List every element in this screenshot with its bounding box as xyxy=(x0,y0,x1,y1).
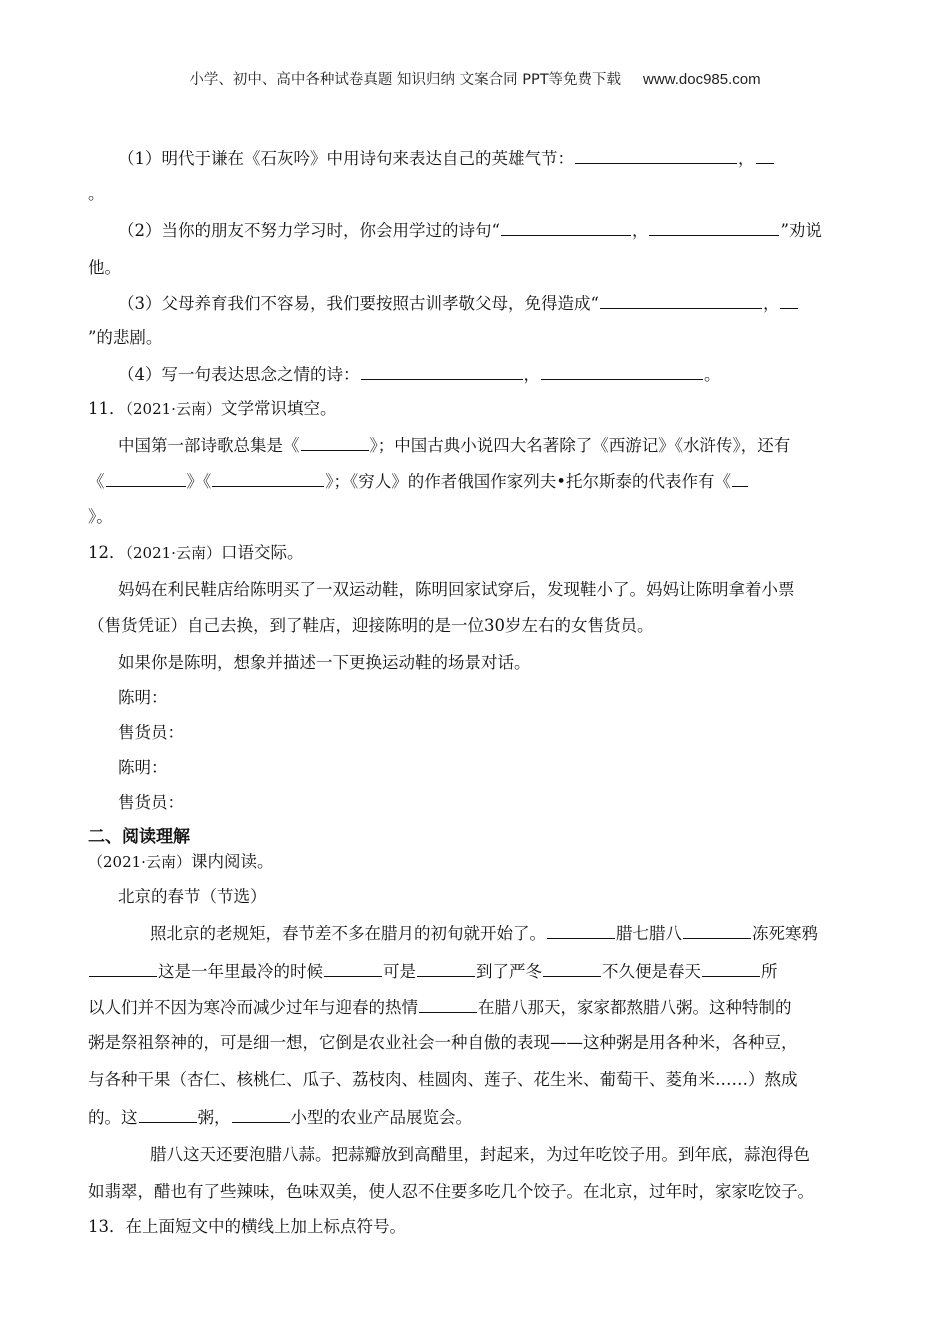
q12-line-2: （售货凭证）自己去换，到了鞋店，迎接陈明的是一位30岁左右的女售货员。 xyxy=(88,616,654,635)
passage-line: 照北京的老规矩，春节差不多在腊月的初旬就开始了。 腊七腊八 冻死寒鸦 xyxy=(150,924,818,943)
answer-blank[interactable] xyxy=(732,470,748,487)
dialogue-role-chenming: 陈明： xyxy=(118,758,168,777)
passage-line: 以人们并不因为寒冷而减少过年与迎春的热情 在腊八那天，家家都熬腊八粥。这种特制的 xyxy=(88,998,792,1017)
dialogue-role-chenming: 陈明： xyxy=(118,688,168,707)
answer-blank[interactable] xyxy=(232,1106,290,1123)
q10-item-2: （2）当你的朋友不努力学习时，你会用学过的诗句“ ， ”劝说 xyxy=(118,221,822,240)
q10-item-3-end: ”的悲剧。 xyxy=(88,328,163,347)
section-title: 二、阅读理解 xyxy=(88,827,190,847)
q11-line-2: 《 》《 》；《穷人》的作者俄国作家列夫•托尔斯泰的代表作有《 xyxy=(88,470,749,492)
answer-blank[interactable] xyxy=(780,292,798,309)
q12-line-1: 妈妈在利民鞋店给陈明买了一双运动鞋，陈明回家试穿后，发现鞋小了。妈妈让陈明拿着小票 xyxy=(118,580,795,599)
answer-blank[interactable] xyxy=(501,219,631,236)
q12-heading: 12．（2021·云南）口语交际。 xyxy=(88,543,304,562)
answer-blank[interactable] xyxy=(212,470,324,487)
q13-question: 13．在上面短文中的横线上加上标点符号。 xyxy=(88,1217,406,1236)
q12-line-3: 如果你是陈明，想象并描述一下更换运动鞋的场景对话。 xyxy=(118,653,531,672)
passage-line: 这是一年里最冷的时候 可是 到了严冬 不久便是春天 所 xyxy=(88,960,778,982)
q10-item-3: （3）父母养育我们不容易，我们要按照古训孝敬父母，免得造成“ ， xyxy=(118,292,799,314)
passage-line: 粥是祭祖祭神的，可是细一想，它倒是农业社会一种自傲的表现——这种粥是用各种米，各种豆， xyxy=(88,1033,798,1052)
passage-line: 与各种干果（杏仁、核桃仁、瓜子、荔枝肉、桂圆肉、莲子、花生米、葡萄干、菱角米……）熬成 xyxy=(88,1070,798,1089)
answer-blank[interactable] xyxy=(419,996,477,1013)
q10-item-4: （4）写一句表达思念之情的诗： ， 。 xyxy=(118,365,721,384)
section-source: （2021·云南）课内阅读。 xyxy=(88,852,274,871)
passage-line: 如翡翠，醋也有了些辣味，色味双美，使人忍不住要多吃几个饺子。在北京，过年时，家家吃饺子。 xyxy=(88,1182,814,1201)
answer-blank[interactable] xyxy=(543,960,601,977)
header-site: www.doc985.com xyxy=(643,71,761,88)
dialogue-role-clerk: 售货员： xyxy=(118,723,184,742)
answer-blank[interactable] xyxy=(683,922,751,939)
answer-blank[interactable] xyxy=(324,960,382,977)
q11-line-1: 中国第一部诗歌总集是《 》；中国古典小说四大名著除了《西游记》《水浒传》，还有 xyxy=(118,436,791,455)
answer-blank[interactable] xyxy=(702,960,760,977)
answer-blank[interactable] xyxy=(301,434,369,451)
passage-line: 的。这 粥， 小型的农业产品展览会。 xyxy=(88,1108,472,1127)
answer-blank[interactable] xyxy=(600,292,762,309)
q10-item-1-end: 。 xyxy=(88,184,105,203)
answer-blank[interactable] xyxy=(649,219,779,236)
answer-blank[interactable] xyxy=(575,147,737,164)
answer-blank[interactable] xyxy=(541,363,703,380)
answer-blank[interactable] xyxy=(89,960,157,977)
passage-line: 腊八这天还要泡腊八蒜。把蒜瓣放到高醋里，封起来，为过年吃饺子用。到年底，蒜泡得色 xyxy=(150,1145,810,1164)
answer-blank[interactable] xyxy=(139,1106,197,1123)
answer-blank[interactable] xyxy=(756,147,774,164)
answer-blank[interactable] xyxy=(547,922,615,939)
dialogue-role-clerk: 售货员： xyxy=(118,793,184,812)
q10-item-1: （1）明代于谦在《石灰吟》中用诗句来表达自己的英雄气节： ， xyxy=(118,147,775,169)
passage-title: 北京的春节（节选） xyxy=(118,887,267,906)
answer-blank[interactable] xyxy=(106,470,186,487)
answer-blank[interactable] xyxy=(361,363,523,380)
q11-line-3: 》。 xyxy=(88,507,113,526)
q11-heading: 11．（2021·云南）文学常识填空。 xyxy=(88,399,337,418)
q10-item-2-end: 他。 xyxy=(88,258,121,277)
answer-blank[interactable] xyxy=(417,960,475,977)
header-text: 小学、初中、高中各种试卷真题 知识归纳 文案合同 PPT等免费下载 xyxy=(189,72,622,88)
page-header xyxy=(0,68,950,89)
